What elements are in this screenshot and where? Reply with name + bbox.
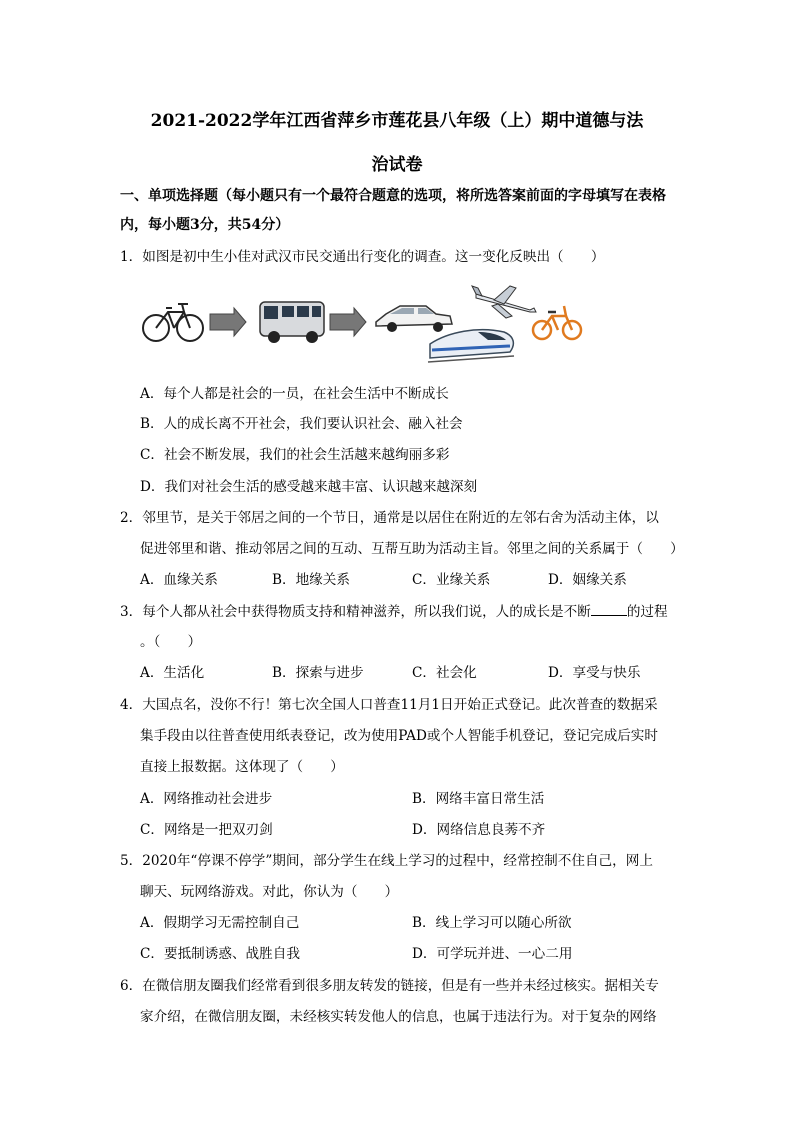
question-6-stem-line2: 家介绍，在微信朋友圈，未经核实转发他人的信息，也属于违法行为。对于复杂的网络 <box>140 1009 657 1025</box>
question-4-option-a: A．网络推动社会进步 <box>140 791 273 807</box>
section-heading-line2: 内，每小题3分，共54分） <box>120 217 290 233</box>
question-2-stem-line1: 2．邻里节，是关于邻居之间的一个节日，通常是以居住在附近的左邻右舍为活动主体，以 <box>120 510 659 526</box>
question-5-stem-line1: 5．2020年“停课不停学”期间，部分学生在线上学习的过程中，经常控制不住自己，网上 <box>120 853 653 869</box>
question-3-stem-line1 <box>120 601 682 622</box>
question-3-stem-after-blank: 的过程 <box>626 604 668 620</box>
question-4-option-b: B．网络丰富日常生活 <box>412 791 545 807</box>
question-6-stem-line1: 6．在微信朋友圈我们经常看到很多朋友转发的链接，但是有一些并未经过核实。据相关专 <box>120 978 659 994</box>
question-3-option-a: A．生活化 <box>140 665 205 681</box>
question-2-option-d: D．姻缘关系 <box>548 572 627 588</box>
question-4-stem-line3: 直接上报数据。这体现了（ ） <box>140 759 344 775</box>
transport-change-figure <box>138 282 588 368</box>
airplane-icon <box>472 286 536 318</box>
question-5-option-c: C．要抵制诱惑、战胜自我 <box>140 946 300 962</box>
question-4-stem-line2: 集手段由以往普查使用纸表登记，改为使用PAD或个人智能手机登记，登记完成后实时 <box>140 728 658 744</box>
question-1-option-c: C．社会不断发展，我们的社会生活越来越绚丽多彩 <box>140 447 450 463</box>
bicycle-icon <box>143 304 203 341</box>
answer-blank <box>591 601 627 616</box>
shared-bike-icon <box>533 306 581 339</box>
question-3-stem-line2: 。（ ） <box>140 634 202 650</box>
question-3-stem-before-blank: 3．每个人都从社会中获得物质支持和精神滋养，所以我们说，人的成长是不断 <box>120 604 591 620</box>
question-3-option-c: C．社会化 <box>412 665 477 681</box>
question-5-option-a: A．假期学习无需控制自己 <box>140 915 300 931</box>
question-1-option-b: B．人的成长离不开社会，我们要认识社会、融入社会 <box>140 416 463 432</box>
high-speed-train-icon <box>428 330 514 362</box>
car-icon <box>376 306 452 332</box>
bus-icon <box>260 302 324 343</box>
question-3-option-d: D．享受与快乐 <box>548 665 641 681</box>
exam-title-line1: 2021-2022学年江西省萍乡市莲花县八年级（上）期中道德与法 <box>150 111 644 131</box>
question-5-option-d: D．可学玩并进、一心二用 <box>412 946 573 962</box>
question-4-option-d: D．网络信息良莠不齐 <box>412 822 546 838</box>
section-heading <box>120 182 680 240</box>
question-2-stem-line2: 促进邻里和谐、推动邻居之间的互动、互帮互助为活动主旨。邻里之间的关系属于（ ） <box>140 541 684 557</box>
question-1-option-d: D．我们对社会生活的感受越来越丰富、认识越来越深刻 <box>140 479 478 495</box>
question-1-option-a: A．每个人都是社会的一员，在社会生活中不断成长 <box>140 386 449 402</box>
question-2-option-a: A．血缘关系 <box>140 572 218 588</box>
exam-title-line2: 治试卷 <box>371 155 423 175</box>
section-heading-line1: 一、单项选择题（每小题只有一个最符合题意的选项，将所选答案前面的字母填写在表格 <box>120 188 666 204</box>
question-2-option-c: C．业缘关系 <box>412 572 491 588</box>
question-1-stem: 1．如图是初中生小佳对武汉市民交通出行变化的调查。这一变化反映出（ ） <box>120 249 605 265</box>
question-5-stem-line2: 聊天、玩网络游戏。对此，你认为（ ） <box>140 884 399 900</box>
question-2-option-b: B．地缘关系 <box>272 572 350 588</box>
arrow-icon <box>210 308 246 336</box>
arrow-icon <box>330 308 366 336</box>
question-4-option-c: C．网络是一把双刃剑 <box>140 822 273 838</box>
question-4-stem-line1: 4．大国点名，没你不行！第七次全国人口普查11月1日开始正式登记。此次普查的数据采 <box>120 697 658 713</box>
question-3-option-b: B．探索与进步 <box>272 665 364 681</box>
question-5-option-b: B．线上学习可以随心所欲 <box>412 915 572 931</box>
